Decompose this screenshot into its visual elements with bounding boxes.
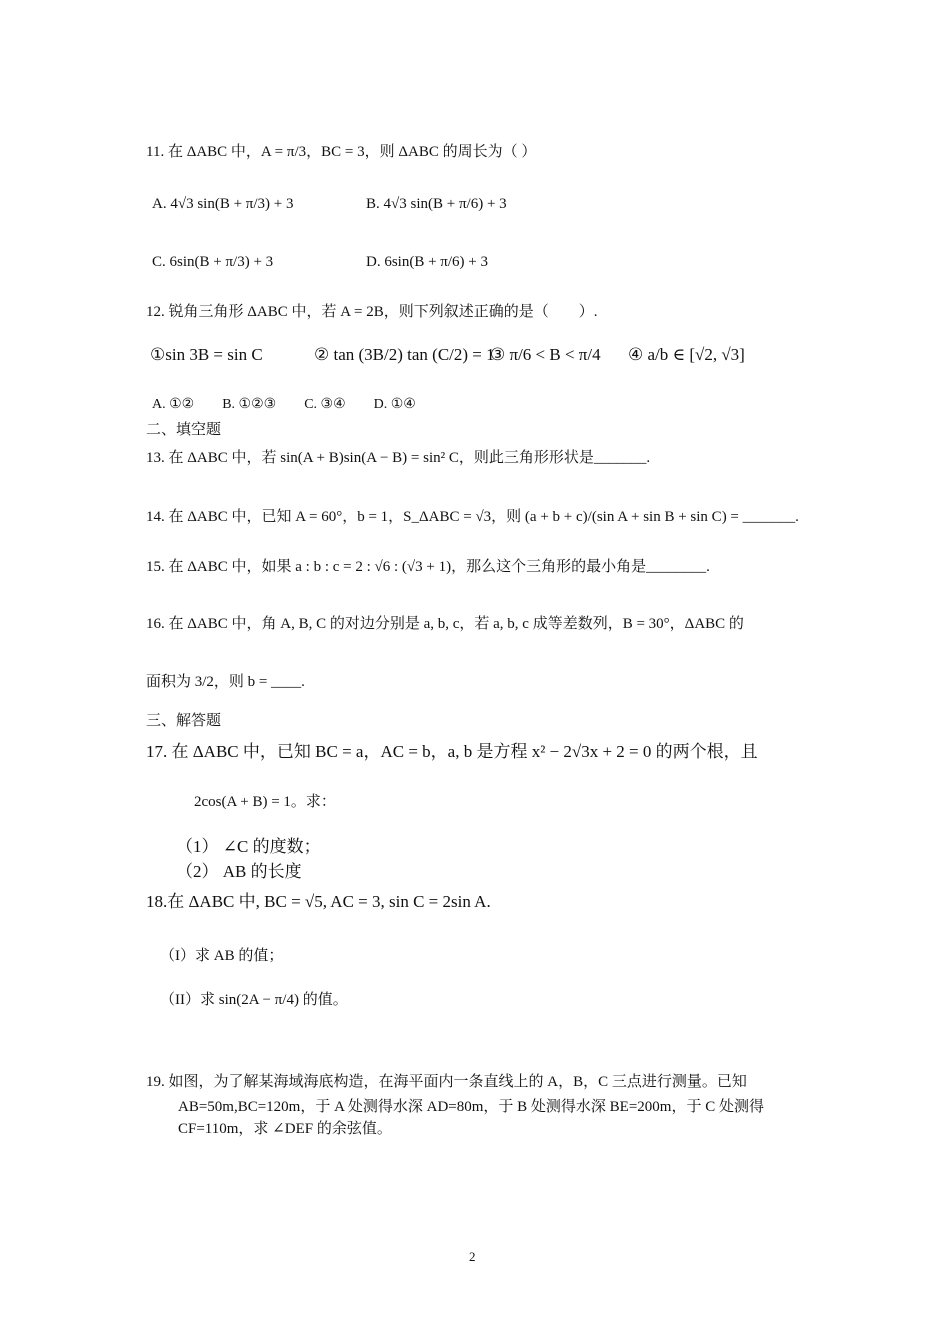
q12-options: A. ①② B. ①②③ C. ③④ D. ①④ bbox=[152, 397, 416, 412]
q11-stem: 11. 在 ΔABC 中，A = π/3，BC = 3，则 ΔABC 的周长为（ ） bbox=[146, 144, 537, 160]
q12-statement-3: ③ π/6 < B < π/4 bbox=[490, 345, 601, 364]
q12-statement-1: ①sin 3B = sin C bbox=[150, 345, 263, 364]
q19-line-3: CF=110m，求 ∠DEF 的余弦值。 bbox=[178, 1121, 392, 1137]
q19-line-1: 19. 如图，为了解某海域海底构造，在海平面内一条直线上的 A，B，C 三点进行测量。已知 bbox=[146, 1074, 747, 1090]
q17-line-1: 17. 在 ΔABC 中，已知 BC = a，AC = b，a, b 是方程 x² − 2√3x + 2 = 0 的两个根，且 bbox=[146, 742, 758, 761]
q18-part-1: （I）求 AB 的值； bbox=[160, 948, 284, 964]
q11-option-b: B. 4√3 sin(B + π/6) + 3 bbox=[366, 196, 507, 212]
q18-line-1: 18.在 ΔABC 中, BC = √5, AC = 3, sin C = 2sin A. bbox=[146, 892, 491, 911]
q11-option-d: D. 6sin(B + π/6) + 3 bbox=[366, 254, 488, 270]
q17-line-2: 2cos(A + B) = 1。求： bbox=[194, 794, 336, 810]
q18-part-2: （II）求 sin(2A − π/4) 的值。 bbox=[160, 992, 348, 1008]
q19-line-2: AB=50m,BC=120m，于 A 处测得水深 AD=80m，于 B 处测得水深 BE=200m，于 C 处测得 bbox=[178, 1099, 764, 1115]
q12-stem: 12. 锐角三角形 ΔABC 中，若 A = 2B，则下列叙述正确的是（ ）. bbox=[146, 304, 598, 320]
q11-option-c: C. 6sin(B + π/3) + 3 bbox=[152, 254, 274, 270]
q14: 14. 在 ΔABC 中，已知 A = 60°，b = 1，S_ΔABC = √3，则 (a + b + c)/(sin A + sin B + sin C) = _______. bbox=[146, 509, 799, 525]
q17-part-1: （1） ∠C 的度数； bbox=[176, 837, 321, 856]
q16-line-2: 面积为 3/2，则 b = ____. bbox=[146, 674, 305, 690]
q12-statement-4: ④ a/b ∈ [√2, √3] bbox=[628, 345, 745, 364]
q17-part-2: （2） AB 的长度 bbox=[176, 862, 302, 881]
q16-line-1: 16. 在 ΔABC 中，角 A, B, C 的对边分别是 a, b, c，若 a, b, c 成等差数列，B = 30°，ΔABC 的 bbox=[146, 616, 744, 632]
q12-statement-2: ② tan (3B/2) tan (C/2) = 1 bbox=[314, 345, 495, 364]
section-solution: 三、解答题 bbox=[146, 713, 222, 729]
q15: 15. 在 ΔABC 中，如果 a : b : c = 2 : √6 : (√3 + 1)，那么这个三角形的最小角是________. bbox=[146, 559, 710, 575]
page-number: 2 bbox=[469, 1249, 476, 1264]
q13: 13. 在 ΔABC 中，若 sin(A + B)sin(A − B) = sin² C，则此三角形形状是_______. bbox=[146, 450, 651, 466]
q11-option-a: A. 4√3 sin(B + π/3) + 3 bbox=[152, 196, 294, 212]
section-fill-in: 二、填空题 bbox=[146, 422, 222, 438]
